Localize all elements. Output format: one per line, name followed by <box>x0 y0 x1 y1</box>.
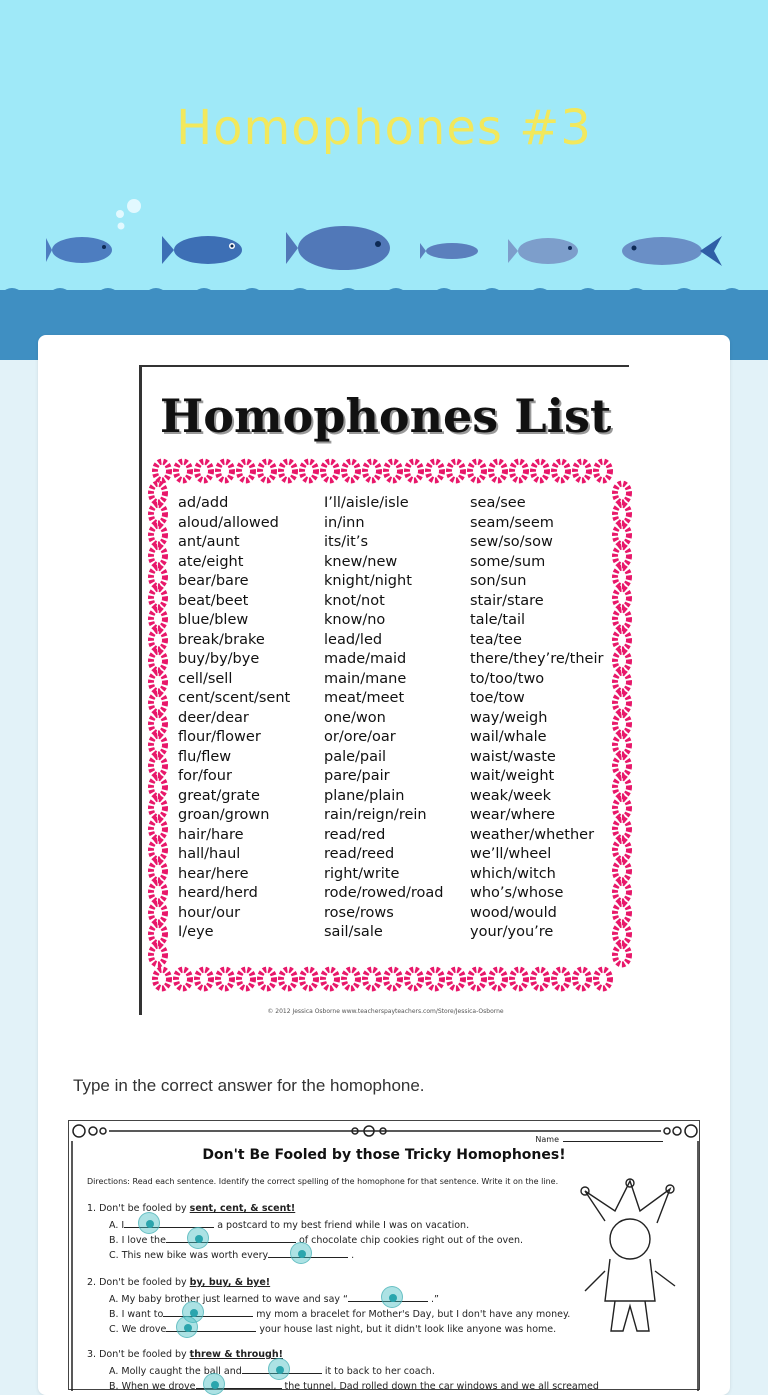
worksheet-image <box>68 1120 700 1390</box>
item-letter: B. <box>109 1381 122 1392</box>
homophone-entry: blue/blew <box>178 612 249 628</box>
homophone-entry: cent/scent/sent <box>178 690 291 706</box>
homophone-entry: right/write <box>324 865 400 882</box>
homophone-entry: aloud/allowed <box>178 514 279 531</box>
homophones-column-1 <box>178 494 290 943</box>
homophone-entry: bear/bare <box>178 573 249 589</box>
fish-icon <box>46 234 120 266</box>
question-words: threw & through! <box>189 1349 283 1360</box>
homophone-entry: ad/add <box>178 495 229 511</box>
homophone-entry: or/ore/oar <box>324 729 396 745</box>
item-letter: B. <box>109 1309 122 1320</box>
homophone-entry: buy/by/bye <box>178 651 260 667</box>
item-text-after: your house last night, but it didn't look like anyone was home. <box>256 1324 557 1335</box>
item-text-before: When we drove <box>121 1381 196 1392</box>
homophones-list-title: Homophones List <box>159 389 612 443</box>
homophone-entry: plane/plain <box>324 787 405 804</box>
item-letter: B. <box>109 1235 122 1246</box>
homophone-entry: pare/pair <box>324 768 390 784</box>
item-text-before: We drove <box>121 1324 167 1335</box>
question-item <box>109 1307 570 1320</box>
question-words: by, buy, & bye! <box>189 1277 271 1288</box>
homophone-entry: read/reed <box>324 846 395 862</box>
question-words: sent, cent, & scent! <box>189 1203 296 1214</box>
answer-blank[interactable] <box>166 1233 296 1243</box>
homophone-entry: ant/aunt <box>178 534 240 550</box>
homophone-entry: cell/sell <box>178 670 233 687</box>
homophone-entry: which/witch <box>470 865 556 882</box>
homophone-entry: main/mane <box>324 670 407 687</box>
homophone-entry: waist/waste <box>470 748 556 765</box>
question-number: 2. <box>87 1277 100 1288</box>
page-header <box>0 0 768 360</box>
item-text-after: .” <box>427 1294 439 1305</box>
homophone-entry: weak/week <box>470 787 552 804</box>
item-text-after: . <box>348 1250 355 1261</box>
item-text-after: it to back to her coach. <box>321 1366 435 1377</box>
item-letter: C. <box>109 1324 122 1335</box>
homophone-entry: who’s/whose <box>470 885 564 901</box>
item-text-after: my mom a bracelet for Mother's Day, but I don't have any money. <box>253 1309 571 1320</box>
question-item <box>109 1218 469 1231</box>
homophone-entry: way/weigh <box>470 709 548 726</box>
homophone-entry: pale/pail <box>324 748 387 765</box>
homophone-entry: wait/weight <box>470 768 555 784</box>
homophone-entry: deer/dear <box>178 709 249 726</box>
homophones-column-2 <box>324 494 444 943</box>
homophone-entry: stair/stare <box>470 592 544 609</box>
worksheet-directions: Directions: Read each sentence. Identify the correct spelling of the homophone for that sentence. Write it on the line. <box>87 1177 559 1186</box>
homophone-entry: hair/hare <box>178 826 244 843</box>
question-item <box>109 1248 354 1261</box>
instructions-text: Type in the correct answer for the homophone. <box>73 1076 425 1095</box>
answer-input-hotspot[interactable] <box>187 1227 209 1249</box>
item-text-after: the tunnel, Dad rolled down the car windows and we all screamed <box>281 1381 599 1392</box>
homophone-entry: knew/new <box>324 553 398 570</box>
homophone-entry: flour/flower <box>178 729 261 745</box>
answer-blank[interactable] <box>163 1307 253 1317</box>
homophones-list-footer: © 2012 Jessica Osborne www.teacherspayteachers.com/Store/Jessica-Osborne <box>267 1008 504 1015</box>
homophone-entry: hear/here <box>178 865 249 882</box>
homophone-entry: seam/seem <box>470 514 554 531</box>
homophone-entry: sea/see <box>470 495 526 511</box>
homophone-entry: ate/eight <box>178 553 244 570</box>
question-heading <box>87 1277 270 1288</box>
question-prompt: Don't be fooled by <box>99 1277 190 1288</box>
fish-icon <box>508 234 584 268</box>
question-prompt: Don't be fooled by <box>99 1203 190 1214</box>
question-heading <box>87 1203 295 1214</box>
worksheet-title: Don't Be Fooled by those Tricky Homophones! <box>202 1147 566 1163</box>
homophone-entry: I/eye <box>178 924 214 940</box>
item-letter: A. <box>109 1220 122 1231</box>
item-letter: A. <box>109 1366 122 1377</box>
homophone-entry: rain/reign/rein <box>324 807 427 823</box>
question-number: 1. <box>87 1203 100 1214</box>
homophone-entry: toe/tow <box>470 690 525 706</box>
homophone-entry: meat/meet <box>324 690 405 706</box>
homophone-entry: I’ll/aisle/isle <box>324 495 409 511</box>
homophone-entry: sail/sale <box>324 924 383 940</box>
homophone-entry: its/it’s <box>324 534 369 550</box>
question-item <box>109 1233 523 1246</box>
homophone-entry: groan/grown <box>178 807 270 823</box>
answer-input-hotspot[interactable] <box>290 1242 312 1264</box>
question-prompt: Don't be fooled by <box>99 1349 190 1360</box>
homophone-entry: hall/haul <box>178 846 241 862</box>
question-item <box>109 1379 599 1392</box>
homophone-entry: made/maid <box>324 651 407 667</box>
question-number: 3. <box>87 1349 100 1360</box>
homophone-entry: break/brake <box>178 631 265 648</box>
page-title: Homophones #3 <box>176 100 592 156</box>
item-text-after: a postcard to my best friend while I was on vacation. <box>214 1220 470 1231</box>
homophone-entry: son/sun <box>470 573 527 589</box>
homophone-entry: rode/rowed/road <box>324 885 444 901</box>
homophone-entry: knight/night <box>324 573 412 589</box>
homophone-entry: hour/our <box>178 904 241 921</box>
item-text-before: Molly caught the ball and <box>121 1366 242 1377</box>
fish-icon <box>286 220 396 276</box>
homophones-list-image <box>139 365 629 1015</box>
homophone-entry: there/they’re/their <box>470 651 604 667</box>
worksheet-name-field <box>535 1135 663 1144</box>
homophones-column-3 <box>470 494 603 943</box>
homophone-entry: weather/whether <box>470 826 595 843</box>
item-text-before: I want to <box>121 1309 164 1320</box>
homophone-entry: tale/tail <box>470 612 526 628</box>
question-heading <box>87 1349 283 1360</box>
item-text-after: of chocolate chip cookies right out of the oven. <box>295 1235 524 1246</box>
homophone-entry: rose/rows <box>324 904 394 921</box>
homophone-entry: wear/where <box>470 807 556 823</box>
homophone-entry: some/sum <box>470 553 546 570</box>
homophone-entry: know/no <box>324 612 386 628</box>
homophone-entry: beat/beet <box>178 592 249 609</box>
homophone-entry: flu/flew <box>178 748 232 765</box>
homophone-entry: great/grate <box>178 787 260 804</box>
homophone-entry: in/inn <box>324 514 365 531</box>
homophone-entry: read/red <box>324 826 386 843</box>
homophone-entry: for/four <box>178 768 232 784</box>
answer-input-hotspot[interactable] <box>268 1358 290 1380</box>
fish-icon <box>420 240 482 262</box>
item-letter: C. <box>109 1250 122 1261</box>
item-text-before: I love the <box>121 1235 166 1246</box>
jester-illustration <box>575 1181 685 1341</box>
homophone-entry: knot/not <box>324 592 385 609</box>
fish-decoration-row <box>0 220 768 280</box>
fish-icon <box>614 230 724 272</box>
item-text-before: I <box>121 1220 125 1231</box>
homophone-entry: one/won <box>324 709 386 726</box>
name-label: Name <box>535 1135 559 1144</box>
homophone-entry: your/you’re <box>470 924 554 940</box>
homophone-entry: tea/tee <box>470 631 522 648</box>
homophone-entry: wail/whale <box>470 729 547 745</box>
homophone-entry: we’ll/wheel <box>470 846 552 862</box>
item-letter: A. <box>109 1294 122 1305</box>
homophone-entry: wood/would <box>470 904 557 921</box>
homophone-entry: heard/herd <box>178 885 258 901</box>
item-text-before: This new bike was worth every <box>121 1250 269 1261</box>
homophone-entry: lead/led <box>324 631 383 648</box>
item-text-before: My baby brother just learned to wave and say “ <box>121 1294 348 1305</box>
homophone-entry: sew/so/sow <box>470 534 553 550</box>
fish-icon <box>162 228 252 272</box>
homophone-entry: to/too/two <box>470 670 545 687</box>
